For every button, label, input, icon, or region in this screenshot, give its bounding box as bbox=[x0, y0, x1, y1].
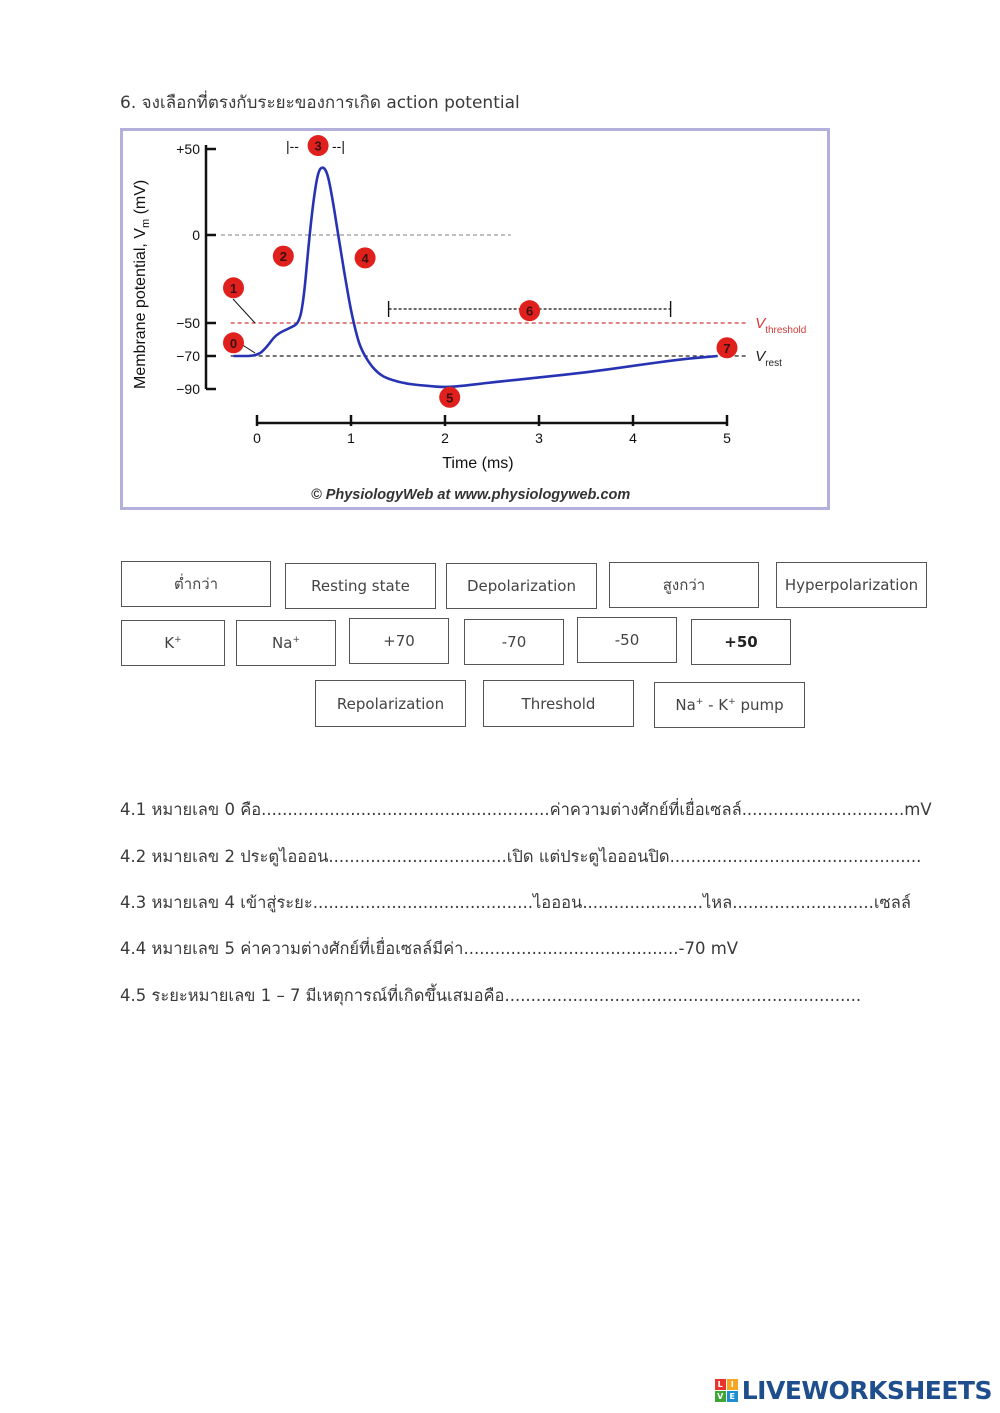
word-chip-label: -50 bbox=[614, 631, 640, 649]
x-tick-label: 5 bbox=[723, 430, 731, 446]
y-tick-label: −70 bbox=[176, 348, 200, 364]
word-chip-higher[interactable] bbox=[609, 562, 759, 608]
word-chip-label: -70 bbox=[501, 633, 527, 651]
phase-marker-label: 3 bbox=[314, 138, 322, 154]
word-chip-label: +50 bbox=[724, 633, 758, 651]
word-chip-label: Na+ bbox=[272, 634, 300, 652]
action-potential-figure bbox=[120, 128, 830, 510]
x-tick-label: 1 bbox=[347, 430, 355, 446]
reference-label-threshold: $V_{threshold}$ bbox=[755, 315, 807, 336]
series-line bbox=[234, 168, 718, 387]
marker-1-leader bbox=[233, 299, 255, 323]
question-4-3: 4.3 หมายเลข 4 เข้าสู่ระยะ..........................................ไอออน.......................ไหล...........................เซลล์ bbox=[120, 893, 911, 912]
word-chip-resting-state[interactable] bbox=[285, 563, 436, 609]
word-chip-label: สูงกว่า bbox=[662, 576, 706, 594]
question-title: 6. จงเลือกที่ตรงกับระยะของการเกิด action potential bbox=[120, 93, 520, 113]
answer-blank-4-1-b[interactable]: ............................... bbox=[741, 800, 905, 819]
word-chip-threshold[interactable] bbox=[483, 680, 634, 727]
y-tick-label: 0 bbox=[192, 227, 200, 243]
phase-marker-label: 7 bbox=[723, 340, 731, 356]
y-tick-label: −90 bbox=[176, 381, 200, 397]
figure-credit: © PhysiologyWeb at www.physiologyweb.com bbox=[311, 487, 631, 503]
x-tick-label: 4 bbox=[629, 430, 637, 446]
word-chip-na-k-pump[interactable] bbox=[654, 682, 805, 728]
phase-marker-label: 2 bbox=[279, 249, 287, 265]
y-axis-label: Membrane potential, $V_m$ (mV) bbox=[132, 179, 152, 389]
word-chip-repolarization[interactable] bbox=[315, 680, 466, 727]
word-chip-depolarization[interactable] bbox=[446, 563, 597, 609]
x-axis-label: Time (ms) bbox=[442, 455, 514, 472]
phase-marker-label: 6 bbox=[525, 303, 534, 319]
word-chip-label: Depolarization bbox=[467, 577, 576, 595]
word-chip-label: Hyperpolarization bbox=[784, 576, 919, 594]
word-chip-plus50[interactable] bbox=[691, 619, 791, 665]
phase-3-bracket-left: |-- bbox=[286, 138, 299, 154]
word-chip-label: +70 bbox=[383, 632, 415, 650]
word-chip-hyperpolarization[interactable] bbox=[776, 562, 927, 608]
phase-3-bracket-right: --| bbox=[332, 138, 345, 154]
answer-blank-4-3-b[interactable]: ....................... bbox=[582, 893, 703, 912]
word-chip-lower[interactable] bbox=[121, 561, 271, 607]
phase-marker-label: 1 bbox=[229, 280, 238, 296]
answer-blank-4-3-a[interactable]: .......................................... bbox=[312, 893, 533, 912]
answer-blank-4-2-b[interactable]: ................................................ bbox=[669, 847, 922, 866]
reference-label-rest: $V_{rest}$ bbox=[755, 348, 782, 369]
liveworksheets-logo-mark: L I V E bbox=[715, 1379, 738, 1402]
liveworksheets-logo bbox=[715, 1376, 992, 1405]
y-tick-label: +50 bbox=[176, 141, 200, 157]
word-chip-label: Na+ - K+ pump bbox=[675, 696, 784, 714]
phase-marker-label: 5 bbox=[446, 390, 454, 406]
action-potential-chart bbox=[123, 131, 827, 507]
answer-blank-4-1-a[interactable]: ....................................................... bbox=[261, 800, 550, 819]
word-chip-label: Resting state bbox=[311, 577, 410, 595]
word-chip-label: K+ bbox=[164, 634, 182, 652]
phase-marker-label: 0 bbox=[229, 335, 238, 351]
word-chip-label: ต่ำกว่า bbox=[173, 575, 219, 593]
word-chip-k-ion[interactable] bbox=[121, 620, 225, 666]
question-4-1: 4.1 หมายเลข 0 คือ.......................................................ค่าความต่างศักย์ที่เยื่อเซลล์...............................mV bbox=[120, 800, 932, 819]
question-4-4: 4.4 หมายเลข 5 ค่าความต่างศักย์ที่เยื่อเซลล์มีค่า.........................................-70 mV bbox=[120, 939, 739, 958]
word-chip-label: Threshold bbox=[521, 694, 596, 713]
answer-blank-4-3-c[interactable]: ........................... bbox=[732, 893, 874, 912]
phase-marker-label: 4 bbox=[361, 250, 369, 266]
word-chip-label: Repolarization bbox=[336, 694, 445, 713]
word-chip-na-ion[interactable] bbox=[236, 620, 336, 666]
answer-blank-4-5[interactable]: .................................................................... bbox=[504, 986, 862, 1005]
x-tick-label: 3 bbox=[535, 430, 543, 446]
question-4-5: 4.5 ระยะหมายเลข 1 – 7 มีเหตุการณ์ที่เกิดขึ้นเสมอคือ.................................................................... bbox=[120, 986, 862, 1005]
word-chip-plus70[interactable] bbox=[349, 618, 449, 664]
word-chip-minus50[interactable] bbox=[577, 617, 677, 663]
word-chip-minus70[interactable] bbox=[464, 619, 564, 665]
answer-blank-4-4[interactable]: ......................................... bbox=[463, 939, 679, 958]
y-tick-label: −50 bbox=[176, 315, 200, 331]
x-tick-label: 0 bbox=[253, 430, 261, 446]
liveworksheets-logo-text: LIVEWORKSHEETS bbox=[741, 1376, 992, 1405]
question-4-2: 4.2 หมายเลข 2 ประตูไอออน..................................เปิด แต่ประตูไอออนปิด................................................ bbox=[120, 847, 922, 866]
answer-blank-4-2-a[interactable]: .................................. bbox=[328, 847, 507, 866]
x-tick-label: 2 bbox=[441, 430, 449, 446]
